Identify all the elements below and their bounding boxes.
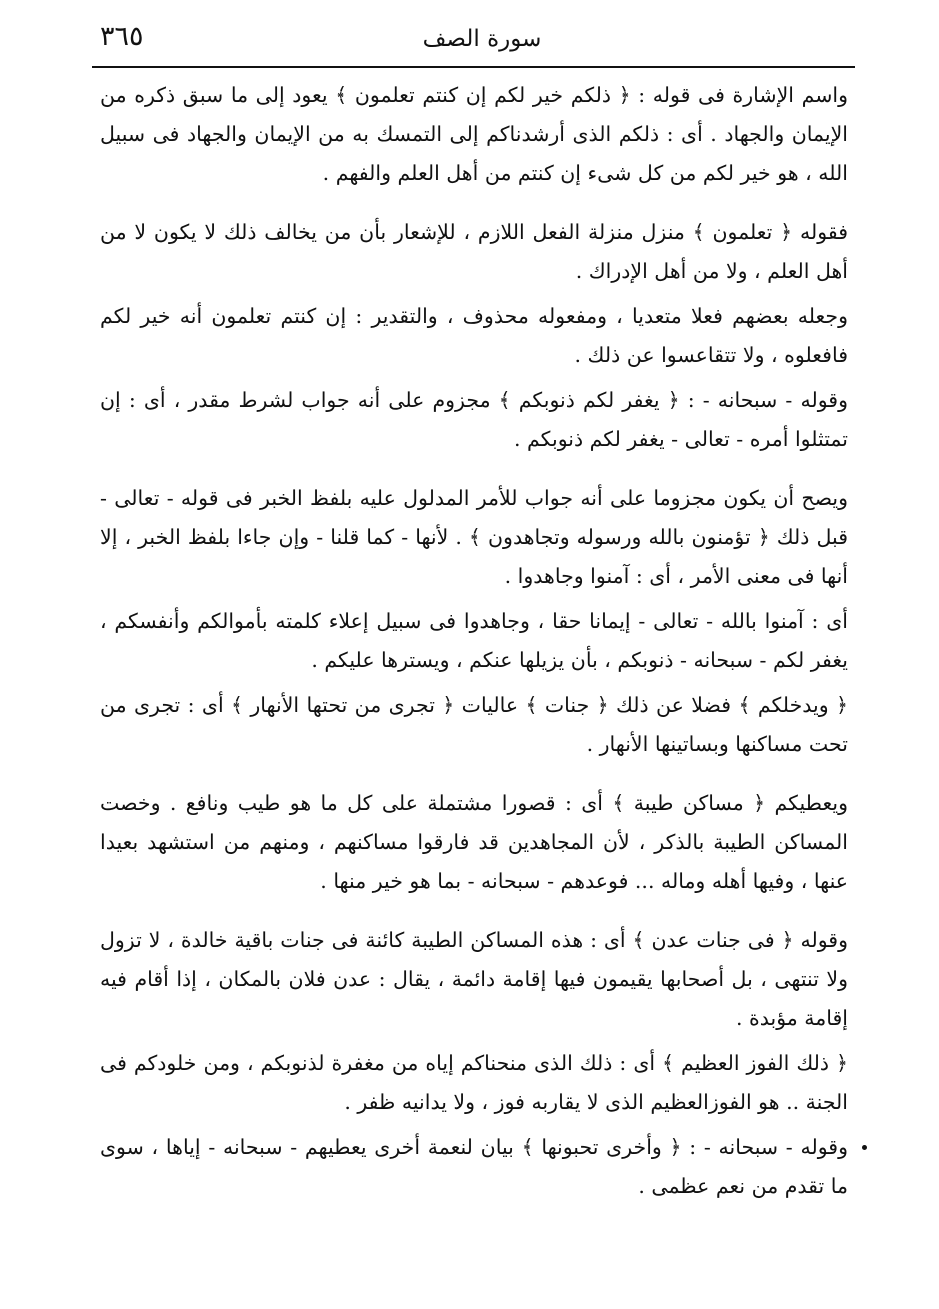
paragraph-5: ويصح أن يكون مجزوما على أنه جواب للأمر المدلول عليه بلفظ الخبر فى قوله - تعالى - قبل ذلك ﴿ تؤمنون بالله ورسوله وتجاهدون ﴾ . لأنها - كما قلنا - وإن جاءا بلفظ الخبر ، إلا أنها فى معنى الأمر ، أى : آمنوا وجاهدوا . [100,486,848,588]
paragraph-1: واسم الإشارة فى قوله : ﴿ ذلكم خير لكم إن كنتم تعلمون ﴾ يعود إلى ما سبق ذكره من الإيمان والجهاد . أى : ذلكم الذى أرشدناكم إلى التمسك به من الإيمان والجهاد فى سبيل الله ، هو خير لكم من كل شىء إن كنتم من أهل العلم والفهم . [100,83,848,185]
paragraph-7: ﴿ ويدخلكم ﴾ فضلا عن ذلك ﴿ جنات ﴾ عاليات ﴿ تجرى من تحتها الأنهار ﴾ أى : تجرى من تحت مساكنها وبساتينها الأنهار . [100,693,848,756]
page-number: ٣٦٥ [100,21,144,52]
page-header [92,14,852,58]
paragraph-4: وقوله - سبحانه - : ﴿ يغفر لكم ذنوبكم ﴾ مجزوم على أنه جواب لشرط مقدر ، أى : إن تمتثلوا أمره - تعالى - يغفر لكم ذنوبكم . [100,388,848,451]
tafsir-body [100,76,848,1206]
print-speck [862,1145,867,1150]
surah-title: سورة الصف [422,26,542,52]
paragraph-8: ويعطيكم ﴿ مساكن طيبة ﴾ أى : قصورا مشتملة على كل ما هو طيب ونافع . وخصت المساكن الطيبة بالذكر ، لأن المجاهدين قد فارقوا مساكنهم ، ومنهم من استشهد بعيدا عنها ، وفيها أهله وماله ... فوعدهم - سبحانه - بما هو خير منها . [100,791,848,893]
paragraph-11: وقوله - سبحانه - : ﴿ وأخرى تحبونها ﴾ بيان لنعمة أخرى يعطيهم - سبحانه - إياها ، سوى ما تقدم من نعم عظمى . [100,1135,848,1198]
paragraph-10: ﴿ ذلك الفوز العظيم ﴾ أى : ذلك الذى منحناكم إياه من مغفرة لذنوبكم ، ومن خلودكم فى الجنة .. هو الفوزالعظيم الذى لا يقاربه فوز ، ولا يدانيه ظفر . [100,1051,848,1114]
paragraph-3: وجعله بعضهم فعلا متعديا ، ومفعوله محذوف ، والتقدير : إن كنتم تعلمون أنه خير لكم فافعلوه ، ولا تتقاعسوا عن ذلك . [100,304,848,367]
paragraph-6: أى : آمنوا بالله - تعالى - إيمانا حقا ، وجاهدوا فى سبيل إعلاء كلمته بأموالكم وأنفسكم ، يغفر لكم - سبحانه - ذنوبكم ، بأن يزيلها عنكم ، ويسترها عليكم . [100,609,848,672]
header-rule [92,66,855,68]
paragraph-2: فقوله ﴿ تعلمون ﴾ منزل منزلة الفعل اللازم ، للإشعار بأن من يخالف ذلك لا يكون لا من أهل العلم ، ولا من أهل الإدراك . [100,220,848,283]
paragraph-9: وقوله ﴿ فى جنات عدن ﴾ أى : هذه المساكن الطيبة كائنة فى جنات باقية خالدة ، لا تزول ولا تنتهى ، بل أصحابها يقيمون فيها إقامة دائمة ، يقال : عدن فلان بالمكان ، إذا أقام فيه إقامة مؤبدة . [100,928,848,1030]
